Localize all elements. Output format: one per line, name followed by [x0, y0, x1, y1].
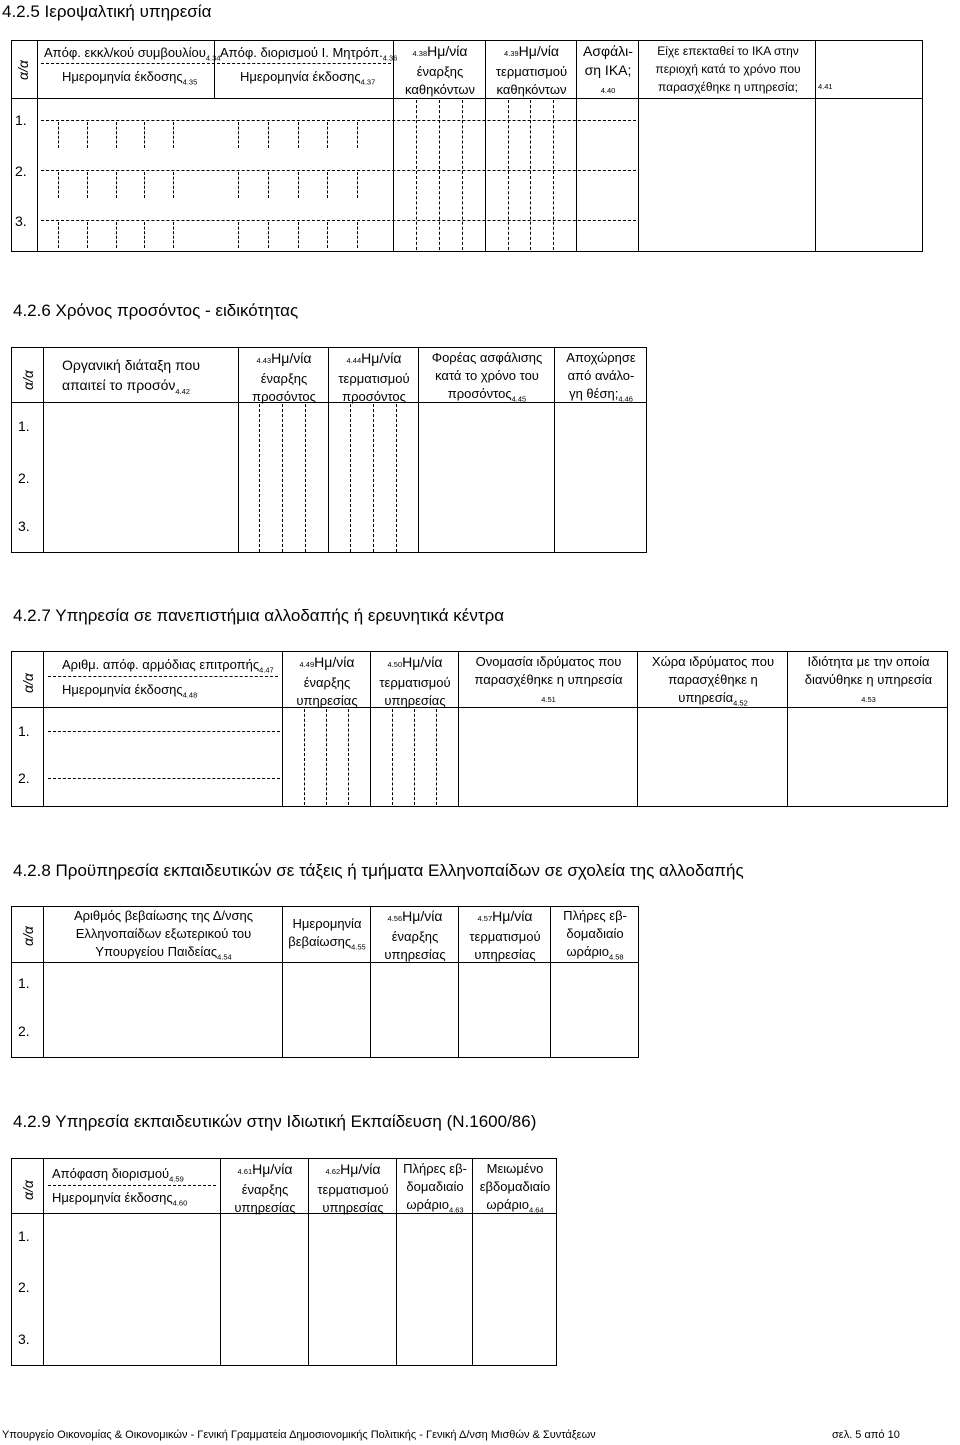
header-organic-provision: Οργανική διάταξη που	[62, 357, 201, 373]
header-certificate-date: Ημερομηνία βεβαίωσης$_{4.55}$	[288, 916, 366, 952]
header-committee-decision: Αριθμ. απόφ. αρμόδιας επιτροπής$_{4.47}$	[62, 657, 274, 675]
row-number: 2.	[18, 770, 30, 786]
header-organic-provision-2: απαιτεί το προσόν$_{4.42}$	[62, 377, 190, 396]
row-number: 1.	[15, 112, 27, 128]
code-4-41: 4.41	[818, 82, 833, 91]
header-full-weekly-hours: Πλήρες εβ- δομαδιαίο ωράριο$_{4.58}$	[563, 908, 627, 962]
section-title-4-2-5: 4.2.5 Ιεροψαλτική υπηρεσία	[2, 2, 212, 21]
header-institution-name: Ονομασία ιδρύματος που παρασχέθηκε η υπηρεσία 4.51	[474, 654, 623, 704]
row-number: 1.	[18, 723, 30, 739]
header-end-qualification: 4.44Ημ/νία τερματισμού προσόντος	[338, 350, 410, 404]
header-service-start-2: 4.56Ημ/νία έναρξης υπηρεσίας	[384, 908, 446, 962]
header-left-position: Αποχώρησε από ανάλο- γη $\theta έ\sigma\eta;_{4.46}$	[566, 350, 636, 404]
header-start-date: 4.38Ημ/νία έναρξης καθηκόντων	[405, 43, 475, 97]
header-service-end: 4.50Ημ/νία τερματισμού υπηρεσίας	[379, 654, 451, 708]
header-ika-extended: Είχε επεκταθεί το ΙΚΑ στην περιοχή κατά το χρόνο που παρασχέθηκε η υπηρεσία;	[655, 44, 801, 94]
header-certificate-number: Αριθμός βεβαίωσης της Δ/νσης Ελληνοπαίδων εξωτερικού του Υπουργείου Παιδείας$_{4.54}$	[73, 908, 254, 962]
aa-label: α/α	[15, 60, 31, 80]
row-number: 2.	[15, 163, 27, 179]
aa-label: α/α	[20, 1180, 36, 1200]
header-service-end-2: 4.57Ημ/νία τερματισμού υπηρεσίας	[469, 908, 541, 962]
header-institution-country: Χώρα ιδρύματος που παρασχέθηκε η υπηρεσία$_{4.52}$	[651, 654, 775, 708]
header-capacity: Ιδιότητα με την οποία διανύθηκε η υπηρεσία 4.53	[804, 654, 933, 704]
row-number: 2.	[18, 470, 30, 486]
header-service-start-3: 4.61Ημ/νία έναρξης υπηρεσίας	[234, 1161, 296, 1215]
header-start-qualification: 4.43Ημ/νία έναρξης προσόντος	[252, 350, 316, 404]
row-number: 2.	[18, 1023, 30, 1039]
row-number: 3.	[18, 1331, 30, 1347]
row-number: 1.	[18, 975, 30, 991]
header-issue-date-3: Ημερομηνία έκδοσης$_{4.48}$	[62, 682, 198, 700]
header-full-weekly-hours-2: Πλήρες εβ- δομαδιαίο ωράριο$_{4.63}$	[403, 1161, 467, 1215]
header-end-date: 4.39Ημ/νία τερματισμού καθηκόντων	[495, 43, 568, 97]
footer-page-number: σελ. 5 από 10	[832, 1429, 900, 1441]
section-title-4-2-8: 4.2.8 Προϋπηρεσία εκπαιδευτικών σε τάξεις ή τμήματα Ελληνοπαίδων σε σχολεία της αλλοδαπής	[13, 861, 744, 880]
section-title-4-2-9: 4.2.9 Υπηρεσία εκπαιδευτικών στην Ιδιωτική Εκπαίδευση (Ν.1600/86)	[13, 1112, 537, 1131]
header-insurance-body: Φορέας ασφάλισης κατά το χρόνο του προσόντος$_{4.45}$	[431, 350, 543, 404]
row-number: 3.	[15, 213, 27, 229]
section-title-4-2-6: 4.2.6 Χρόνος προσόντος - ειδικότητας	[13, 301, 299, 320]
header-service-start: 4.49Ημ/νία έναρξης υπηρεσίας	[296, 654, 358, 708]
row-number: 1.	[18, 1228, 30, 1244]
row-number: 1.	[18, 418, 30, 434]
header-issue-date-4: Ημερομηνία έκδοσης$_{4.60}$	[52, 1190, 188, 1208]
section-title-4-2-7: 4.2.7 Υπηρεσία σε πανεπιστήμια αλλοδαπής ή ερευνητικά κέντρα	[13, 606, 505, 625]
header-issue-date-2: Ημερομηνία έκδοσης$_{4.37}$	[240, 69, 376, 87]
footer-ministry: Υπουργείο Οικονομίας & Οικονομικών - Γενική Γραμματεία Δημοσιονομικής Πολιτικής - Γενική Δ/νση Μισθών & Συντάξεων	[2, 1429, 596, 1441]
header-ika-insurance: Ασφάλι- ση ΙΚΑ; 4.40	[583, 43, 633, 95]
aa-label: α/α	[20, 926, 36, 946]
row-number: 3.	[18, 518, 30, 534]
header-reduced-weekly-hours: Μειωμένο εβδομαδιαίο ωράριο$_{4.64}$	[479, 1161, 551, 1215]
header-service-end-3: 4.62Ημ/νία τερματισμού υπηρεσίας	[317, 1161, 389, 1215]
header-appointment-decision: Απόφαση διορισμού$_{4.59}$	[52, 1166, 184, 1184]
aa-label: α/α	[20, 370, 36, 390]
header-decision-metropolis: Απόφ. διορισμού Ι. $M\eta\tau\rho ό\pi._{4.36}$	[220, 45, 398, 63]
row-number: 2.	[18, 1279, 30, 1295]
header-decision-council: Απόφ. εκκλ/κού συμβουλίου$_{4.34}$	[44, 45, 221, 63]
header-issue-date: Ημερομηνία έκδοσης$_{4.35}$	[62, 69, 198, 87]
aa-label: α/α	[20, 673, 36, 693]
